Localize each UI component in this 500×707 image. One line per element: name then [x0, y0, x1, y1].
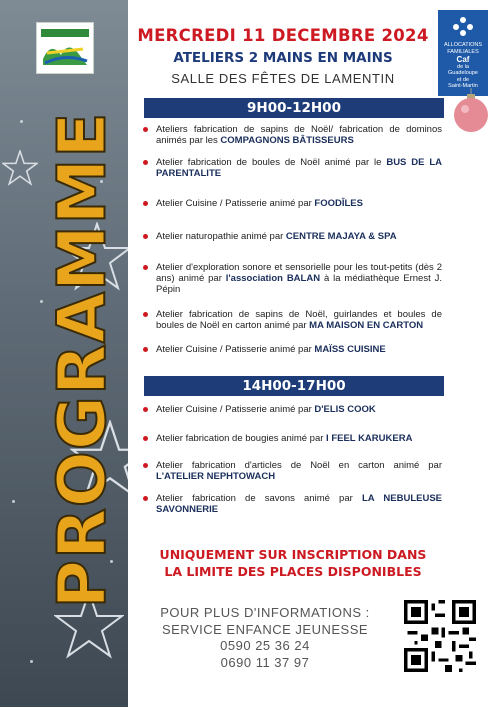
- star-icon: [2, 150, 38, 186]
- activity-item: [142, 157, 442, 179]
- activity-item: [142, 404, 442, 415]
- activity-organizer: I FEEL KARUKERA: [326, 433, 413, 444]
- registration-notice-line2: LA LIMITE DES PLACES DISPONIBLES: [164, 564, 422, 579]
- activity-item: [142, 231, 442, 242]
- activity-item: [142, 344, 442, 355]
- activity-description: Atelier d'exploration sonore et sensorielle pour les tout-petits (dès 2 ans) animé par: [156, 262, 442, 285]
- lamentin-logo: [36, 22, 94, 74]
- contact-heading: POUR PLUS D'INFORMATIONS :: [160, 605, 370, 620]
- activity-organizer: CENTRE MAJAYA & SPA: [285, 231, 397, 242]
- activity-description: Atelier Cuisine / Patisserie animé par: [156, 404, 315, 415]
- afternoon-time-band: 14H00-17H00: [144, 376, 444, 396]
- activity-description: Ateliers fabrication de sapins de Noël/ fabrication de dominos animés par les: [156, 124, 442, 147]
- event-date: MERCREDI 11 DECEMBRE 2024: [137, 26, 429, 45]
- activity-description: Atelier fabrication de sapins de Noël, guirlandes et boules de boules de Noël en carton animé par: [156, 309, 442, 332]
- registration-notice-line1: UNIQUEMENT SUR INSCRIPTION DANS: [159, 547, 427, 562]
- caf-sub2: Guadeloupe: [448, 70, 478, 76]
- event-title: ATELIERS 2 MAINS EN MAINS: [173, 50, 393, 66]
- event-venue: SALLE DES FÊTES DE LAMENTIN: [171, 71, 395, 86]
- activity-description: Atelier fabrication de savons animé par: [156, 493, 362, 504]
- contact-service: SERVICE ENFANCE JEUNESSE: [161, 621, 369, 637]
- activity-organizer: MA MAISON EN CARTON: [309, 320, 424, 332]
- christmas-ornament-icon: [448, 88, 494, 134]
- morning-time-band: 9H00-12H00: [144, 98, 444, 118]
- decorative-side-panel: [0, 0, 128, 707]
- activity-item: [142, 433, 442, 444]
- activity-description: Atelier naturopathie animé par: [156, 231, 286, 242]
- activity-description: Atelier fabrication d'articles de Noël en carton animé par: [156, 460, 442, 471]
- activity-organizer: LA NEBULEUSE SAVONNERIE: [156, 493, 442, 516]
- activity-description: Atelier fabrication de boules de Noël animé par le: [156, 157, 387, 168]
- activity-item: [142, 460, 442, 482]
- caf-sub1: de la: [457, 63, 469, 70]
- caf-brand: Caf: [456, 55, 470, 64]
- caf-sub4: Saint-Martin: [448, 83, 478, 89]
- activity-organizer: l'association BALAN: [225, 273, 321, 285]
- activity-organizer: BUS DE LA PARENTALITE: [156, 157, 442, 180]
- activity-location: à la médiathèque Ernest J. Pépin: [156, 273, 442, 296]
- activity-description: Atelier Cuisine / Patisserie animé par: [156, 344, 315, 355]
- contact-info: [140, 605, 390, 671]
- activity-item: [142, 309, 442, 331]
- activity-description: Atelier fabrication de bougies animé par: [156, 433, 327, 444]
- registration-notice: [128, 546, 458, 580]
- caf-sub3: et de: [456, 76, 470, 83]
- phone-number-2[interactable]: 0690 11 37 97: [220, 654, 310, 670]
- caf-logo: [438, 10, 488, 96]
- activity-item: [142, 198, 442, 209]
- programme-vertical-title: PROGRAMME: [43, 111, 121, 609]
- activity-organizer: MAÏSS CUISINE: [314, 344, 386, 355]
- activity-description: Atelier Cuisine / Patisserie animé par: [156, 198, 315, 209]
- activity-organizer: L'ATELIER NEPHTOWACH: [156, 471, 276, 483]
- caf-label-line2: FAMILIALES: [447, 48, 479, 55]
- phone-number-1[interactable]: 0590 25 36 24: [220, 638, 310, 653]
- activity-item: [142, 124, 442, 146]
- activity-organizer: COMPAGNONS BÂTISSEURS: [220, 135, 354, 147]
- activity-organizer: FOODÎLES: [314, 198, 363, 209]
- activity-item: [142, 262, 442, 296]
- activity-item: [142, 493, 442, 515]
- activity-organizer: D'ELIS COOK: [314, 404, 376, 415]
- caf-label-line1: ALLOCATIONS: [443, 42, 483, 48]
- qr-code-icon[interactable]: [404, 600, 476, 672]
- program-content: [128, 0, 500, 707]
